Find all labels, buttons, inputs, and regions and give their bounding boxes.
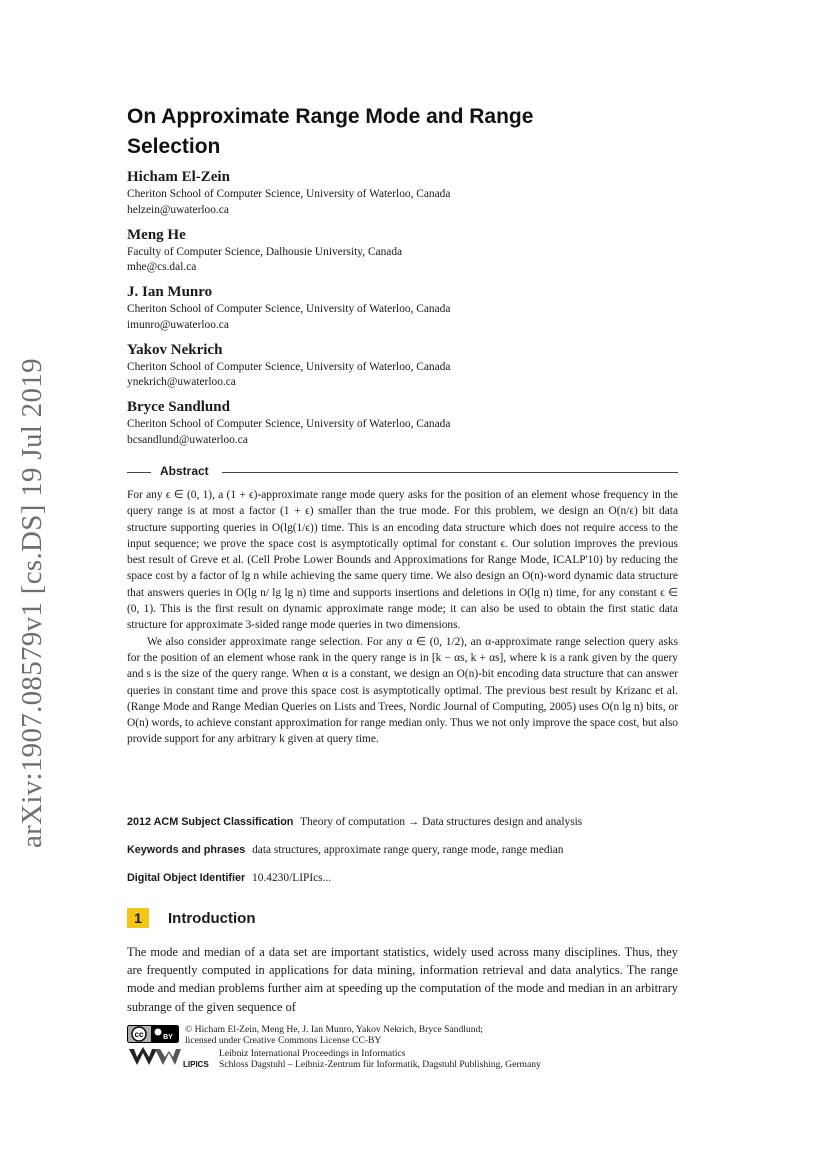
- author-block: [127, 283, 687, 333]
- author-email: bcsandlund@uwaterloo.ca: [127, 433, 248, 446]
- title-line-2: Selection: [127, 135, 221, 158]
- keywords-value: data structures, approximate range query, range mode, range median: [252, 844, 564, 856]
- author-email: helzein@uwaterloo.ca: [127, 203, 229, 216]
- cc-by-text: BY: [163, 1034, 173, 1041]
- author-name: Yakov Nekrich: [127, 341, 223, 358]
- lipics-text: LIPICS: [183, 1060, 209, 1069]
- abstract-rule-left: [127, 472, 151, 473]
- author-name: J. Ian Munro: [127, 284, 213, 301]
- section-title: Introduction: [168, 909, 256, 927]
- author-name: Meng He: [127, 226, 186, 243]
- abstract-body: [127, 487, 678, 748]
- arxiv-side-stamp: arXiv:1907.08579v1 [cs.DS] 19 Jul 2019: [16, 358, 48, 848]
- abstract-rule-right: [222, 472, 678, 473]
- doi-label: Digital Object Identifier: [127, 872, 246, 884]
- doi: [127, 871, 687, 886]
- author-name: Hicham El-Zein: [127, 169, 230, 185]
- author-email: imunro@uwaterloo.ca: [127, 318, 229, 331]
- cc-by-license-icon: [127, 1025, 179, 1043]
- author-affiliation: Cheriton School of Computer Science, University of Waterloo, Canada: [127, 360, 451, 373]
- author-affiliation: Cheriton School of Computer Science, University of Waterloo, Canada: [127, 418, 451, 431]
- author-email: ynekrich@uwaterloo.ca: [127, 376, 236, 389]
- abstract-paragraph-1: For any ϵ ∈ (0, 1), a (1 + ϵ)-approximate range mode query asks for the position of an element whose frequency in the query range is at most a factor (1 + ϵ) smaller than the true mode. For this problem, we design an O(n/ϵ) bit data structure supporting queries in O(lg(1/ϵ)) time. This is an encoding data structure which does not require access to the input sequence; we prove the space cost is asymptotically optimal for constant ϵ. Our solution improves the previous best result of Greve et al. (Cell Probe Lower Bounds and Approximations for Range Mode, ICALP'10) by reducing the space cost by a factor of lg n while achieving the same query time. We also design an O(n)-word dynamic data structure that answers queries in O(lg n/ lg lg n) time and supports insertions and deletions in O(lg n) time, for any constant ϵ ∈ (0, 1). This is the first result on dynamic approximate range mode; it can also be used to obtain the first static data structure for approximate 3-sided range mode queries in two dimensions.: [127, 489, 678, 632]
- author-affiliation: Cheriton School of Computer Science, University of Waterloo, Canada: [127, 188, 451, 200]
- author-list: [127, 168, 687, 456]
- cc-badge-text: cc: [134, 1030, 144, 1039]
- acm-value: Theory of computation → Data structures design and analysis: [300, 816, 583, 828]
- paper-title: [127, 102, 687, 162]
- section-number: 1: [127, 908, 149, 928]
- author-affiliation: Cheriton School of Computer Science, University of Waterloo, Canada: [127, 303, 451, 316]
- author-block: [127, 341, 687, 391]
- keywords: [127, 843, 687, 858]
- keywords-label: Keywords and phrases: [127, 844, 246, 856]
- abstract-label: Abstract: [160, 464, 209, 478]
- intro-paragraph: The mode and median of a data set are important statistics, widely used across many disciplines. Thus, they are frequently computed in applications for data mining, information retrieval and data analytics. The range mode and median problems further aim at speeding up the computation of the mode and median in an arbitrary subrange of the given sequence of: [127, 945, 678, 1014]
- abstract-heading: [127, 462, 678, 482]
- footer-license: licensed under Creative Commons License CC-BY: [185, 1035, 382, 1046]
- footer-copyright: © Hicham El-Zein, Meng He, J. Ian Munro, Yakov Nekrich, Bryce Sandlund;: [185, 1024, 483, 1035]
- footer-series: Leibniz International Proceedings in Informatics: [219, 1048, 406, 1059]
- acm-label: 2012 ACM Subject Classification: [127, 816, 294, 828]
- author-block: [127, 226, 687, 276]
- abstract-paragraph-2: We also consider approximate range selection. For any α ∈ (0, 1/2), an α-approximate range selection query asks for the position of an element whose rank in the query range is in [k − αs, k + αs], where k is a rank given by the query and s is the size of the query range. When α is a constant, we design an O(n)-bit encoding data structure that can answer queries in constant time and prove this space cost is asymptotically optimal. The previous best result by Krizanc et al. (Range Mode and Range Median Queries on Lists and Trees, Nordic Journal of Computing, 2005) uses O(n lg n) bits, or O(n) words, to achieve constant approximation for range median only. Thus we not only improve the space cost, but also provide support for any arbitrary k given at query time.: [127, 635, 678, 746]
- introduction-body: [127, 943, 678, 1016]
- doi-value: 10.4230/LIPIcs...: [252, 872, 332, 884]
- author-email: mhe@cs.dal.ca: [127, 261, 197, 274]
- lipics-logo-icon: [127, 1045, 217, 1071]
- author-name: Bryce Sandlund: [127, 399, 230, 416]
- author-block: [127, 168, 687, 218]
- page-footer: [127, 1023, 687, 1073]
- author-block: [127, 398, 687, 448]
- author-affiliation: Faculty of Computer Science, Dalhousie University, Canada: [127, 245, 403, 258]
- footer-publisher: Schloss Dagstuhl – Leibniz-Zentrum für Informatik, Dagstuhl Publishing, Germany: [219, 1059, 541, 1070]
- acm-classification: [127, 815, 687, 830]
- title-line-1: On Approximate Range Mode and Range: [127, 105, 534, 128]
- section-heading: [127, 908, 255, 930]
